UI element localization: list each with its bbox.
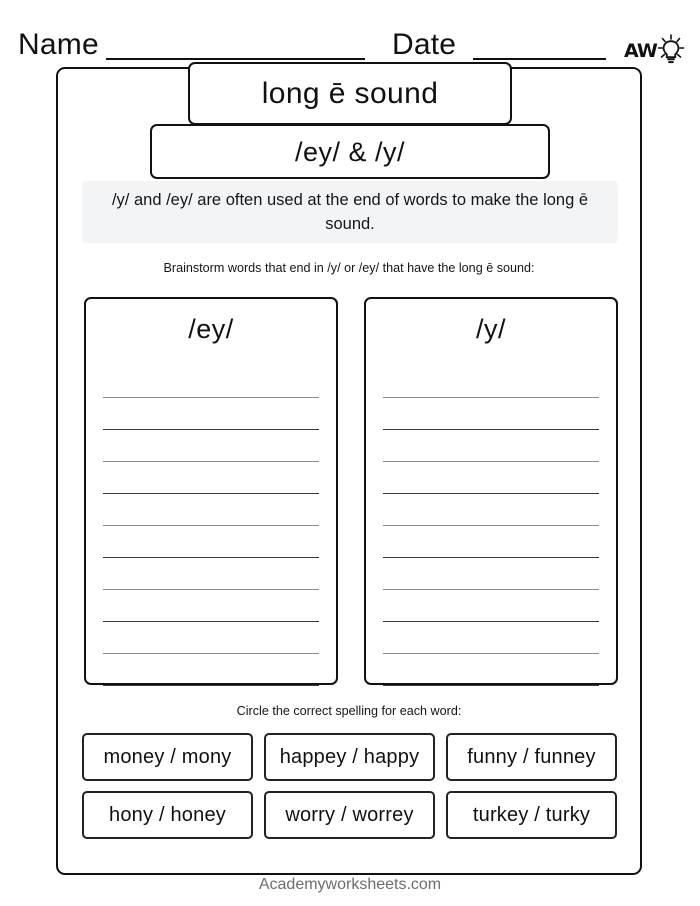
date-blank-line[interactable] [473, 58, 606, 60]
word-choice-box[interactable] [446, 733, 617, 781]
write-line[interactable] [383, 558, 599, 590]
column-heading-y: /y/ [475, 314, 506, 344]
word-choice-text: hony / honey [109, 804, 226, 826]
name-blank-line[interactable] [106, 58, 365, 60]
column-heading-ey: /ey/ [188, 314, 234, 344]
write-line[interactable] [103, 462, 319, 494]
instruction-banner-text: /y/ and /ey/ are often used at the end of words to make the long ē sound. [111, 191, 589, 233]
word-choice-box[interactable] [82, 733, 253, 781]
word-choice-text: happey / happy [279, 746, 420, 768]
write-line[interactable] [103, 430, 319, 462]
write-line[interactable] [383, 654, 599, 686]
write-line[interactable] [103, 590, 319, 622]
write-line[interactable] [103, 398, 319, 430]
write-line[interactable] [383, 398, 599, 430]
word-choice-grid [82, 733, 618, 839]
word-choice-box[interactable] [264, 791, 435, 839]
write-line[interactable] [103, 622, 319, 654]
write-line[interactable] [383, 366, 599, 398]
write-line[interactable] [383, 462, 599, 494]
word-choice-text: funny / funney [467, 746, 596, 768]
write-line[interactable] [383, 494, 599, 526]
name-label: Name [18, 28, 99, 61]
date-label: Date [392, 28, 457, 61]
instruction-banner [82, 181, 618, 243]
word-choice-text: money / mony [103, 746, 232, 768]
page-title: long ē sound [261, 76, 439, 110]
brainstorm-prompt: Brainstorm words that end in /y/ or /ey/ that have the long ē sound: [163, 261, 535, 275]
brand-logo [624, 34, 688, 68]
word-choice-box[interactable] [82, 791, 253, 839]
brainstorm-column-ey[interactable] [84, 297, 338, 685]
page-subtitle: /ey/ & /y/ [294, 136, 406, 167]
write-line[interactable] [103, 558, 319, 590]
word-choice-box[interactable] [446, 791, 617, 839]
writing-lines-ey[interactable] [103, 366, 319, 686]
write-line[interactable] [383, 622, 599, 654]
circle-spelling-prompt: Circle the correct spelling for each word: [236, 704, 462, 718]
writing-lines-y[interactable] [383, 366, 599, 686]
lightbulb-icon [656, 34, 686, 66]
write-line[interactable] [103, 526, 319, 558]
worksheet-subtitle-box [150, 124, 550, 179]
write-line[interactable] [103, 494, 319, 526]
worksheet-header [0, 14, 700, 62]
word-choice-box[interactable] [264, 733, 435, 781]
write-line[interactable] [383, 526, 599, 558]
write-line[interactable] [103, 654, 319, 686]
write-line[interactable] [383, 590, 599, 622]
footer-credit: Academyworksheets.com [258, 876, 442, 893]
word-choice-text: worry / worrey [285, 804, 414, 826]
write-line[interactable] [383, 430, 599, 462]
brainstorm-column-y[interactable] [364, 297, 618, 685]
worksheet-title-box [188, 62, 512, 125]
word-choice-text: turkey / turky [472, 804, 591, 826]
brand-logo-text: AW [624, 40, 657, 62]
write-line[interactable] [103, 366, 319, 398]
